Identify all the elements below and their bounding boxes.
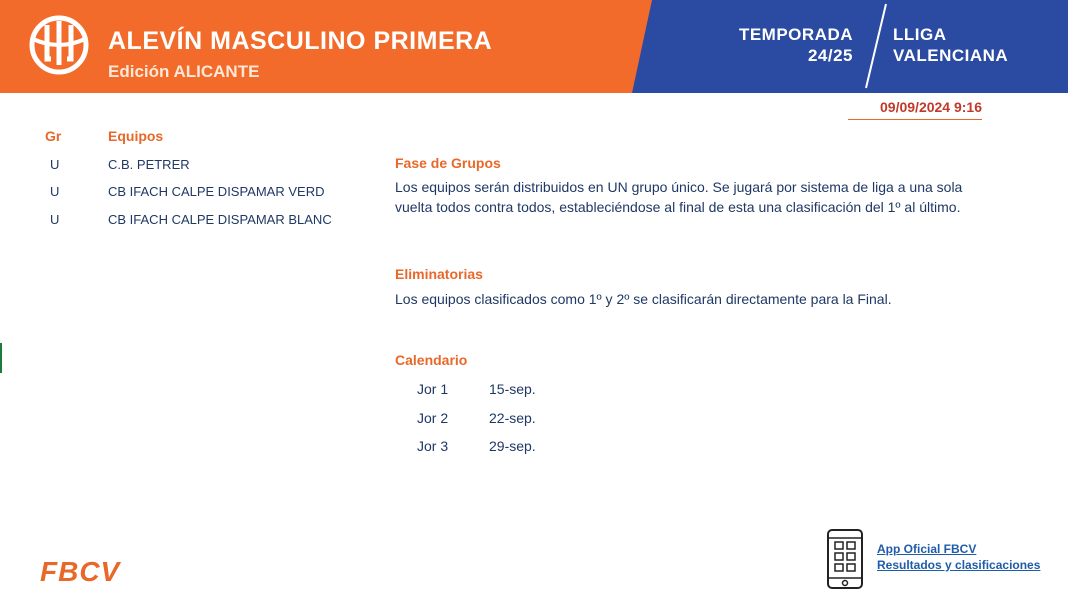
header-banner bbox=[0, 0, 1068, 93]
team-name: CB IFACH CALPE DISPAMAR BLANC bbox=[108, 212, 332, 227]
team-name: C.B. PETRER bbox=[108, 157, 190, 172]
app-link-line-1[interactable]: App Oficial FBCV bbox=[877, 542, 977, 556]
team-name: CB IFACH CALPE DISPAMAR VERD bbox=[108, 184, 325, 199]
edge-marker bbox=[0, 343, 2, 373]
page-subtitle: Edición ALICANTE bbox=[108, 62, 260, 81]
league-line-1: LLIGA bbox=[893, 25, 947, 44]
season-label bbox=[739, 24, 853, 66]
knockout-title: Eliminatorias bbox=[395, 266, 483, 282]
league-line-2: VALENCIANA bbox=[893, 46, 1009, 65]
calendar-date: 15-sep. bbox=[489, 381, 536, 397]
group-column-header: Gr bbox=[45, 128, 62, 144]
team-group: U bbox=[50, 184, 60, 199]
group-phase-text: Los equipos serán distribuidos en UN grupo único. Se jugará por sistema de liga a una sola vuelta todos contra todos, estableciéndose al final de esta una clasificación del 1º al último. bbox=[395, 179, 963, 215]
calendar-date: 29-sep. bbox=[489, 438, 536, 454]
season-label-text: TEMPORADA bbox=[738, 25, 853, 44]
league-label bbox=[893, 24, 1008, 66]
calendar-date: 22-sep. bbox=[489, 410, 536, 426]
smartphone-icon[interactable] bbox=[826, 528, 864, 590]
knockout-text: Los equipos clasificados como 1º y 2º se clasificarán directamente para la Final. bbox=[395, 291, 892, 307]
team-group: U bbox=[50, 212, 60, 227]
calendar-round: Jor 3 bbox=[417, 438, 449, 454]
fbcv-logo: FBCV bbox=[40, 556, 121, 587]
print-datetime: 09/09/2024 9:16 bbox=[848, 99, 982, 120]
page-title: ALEVÍN MASCULINO PRIMERA bbox=[108, 27, 493, 55]
basketball-logo-icon bbox=[29, 15, 89, 75]
group-phase-title: Fase de Grupos bbox=[395, 155, 501, 171]
season-value: 24/25 bbox=[807, 46, 853, 65]
app-link-line-2[interactable]: Resultados y clasificaciones bbox=[877, 558, 1041, 572]
calendar-title: Calendario bbox=[395, 352, 468, 368]
calendar-round: Jor 2 bbox=[417, 410, 449, 426]
app-link[interactable] bbox=[877, 541, 1040, 573]
team-group: U bbox=[50, 157, 60, 172]
teams-column-header: Equipos bbox=[108, 128, 164, 144]
calendar-round: Jor 1 bbox=[417, 381, 449, 397]
